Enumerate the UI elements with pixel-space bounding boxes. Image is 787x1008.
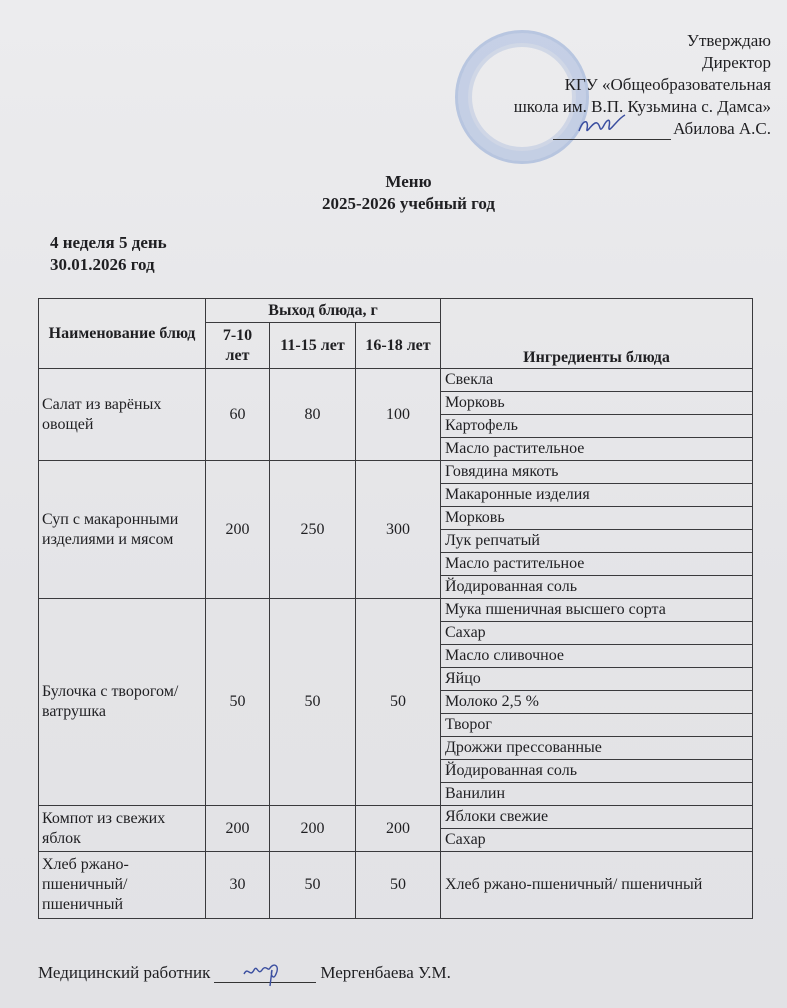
output-11-15: 200 <box>270 806 356 852</box>
header-age-7-10: 7-10 лет <box>206 323 270 369</box>
ingredient: Масло сливочное <box>441 645 753 668</box>
ingredient: Молоко 2,5 % <box>441 691 753 714</box>
output-11-15: 250 <box>270 461 356 599</box>
director-signature-icon <box>575 113 635 139</box>
output-16-18: 100 <box>356 369 441 461</box>
approval-signer: Абилова А.С. <box>673 119 771 138</box>
ingredient: Лук репчатый <box>441 530 753 553</box>
ingredient: Яйцо <box>441 668 753 691</box>
ingredient: Говядина мякоть <box>441 461 753 484</box>
footer-signature <box>38 963 451 983</box>
approval-line-1: Утверждаю <box>686 31 771 50</box>
ingredient: Яблоки свежие <box>441 806 753 829</box>
approval-signer-row <box>514 118 771 140</box>
medic-signature-line <box>214 964 316 983</box>
ingredient: Йодированная соль <box>441 576 753 599</box>
ingredient: Масло растительное <box>441 553 753 576</box>
table-row <box>39 806 753 829</box>
ingredient: Йодированная соль <box>441 760 753 783</box>
output-7-10: 50 <box>206 599 270 806</box>
menu-table <box>38 298 753 919</box>
output-7-10: 60 <box>206 369 270 461</box>
title-line-1: Меню <box>385 172 432 191</box>
ingredient: Сахар <box>441 829 753 852</box>
dish-name: Хлеб ржано-пшеничный/ пшеничный <box>39 852 206 919</box>
director-signature-line <box>553 121 671 140</box>
table-row <box>39 852 753 919</box>
output-16-18: 300 <box>356 461 441 599</box>
header-dish-name: Наименование блюд <box>39 299 206 369</box>
output-7-10: 200 <box>206 461 270 599</box>
dish-name: Булочка с творогом/ ватрушка <box>39 599 206 806</box>
title-line-2: 2025-2026 учебный год <box>321 194 496 213</box>
footer-role: Медицинский работник <box>38 963 211 982</box>
ingredient: Свекла <box>441 369 753 392</box>
ingredient: Ванилин <box>441 783 753 806</box>
approval-line-2: Директор <box>702 53 771 72</box>
ingredient: Дрожжи прессованные <box>441 737 753 760</box>
approval-line-3: КГУ «Общеобразовательная <box>564 75 771 94</box>
ingredient: Морковь <box>441 392 753 415</box>
date-block <box>50 232 167 276</box>
medic-signature-icon <box>240 958 290 988</box>
ingredient: Макаронные изделия <box>441 484 753 507</box>
ingredient: Сахар <box>441 622 753 645</box>
ingredient: Картофель <box>441 415 753 438</box>
output-11-15: 50 <box>270 852 356 919</box>
output-16-18: 50 <box>356 852 441 919</box>
dish-name: Суп с макаронными изделиями и мясом <box>39 461 206 599</box>
output-7-10: 200 <box>206 806 270 852</box>
table-row <box>39 599 753 622</box>
table-row <box>39 369 753 392</box>
header-output: Выход блюда, г <box>206 299 441 323</box>
ingredient: Творог <box>441 714 753 737</box>
output-11-15: 80 <box>270 369 356 461</box>
ingredient: Хлеб ржано-пшеничный/ пшеничный <box>441 852 753 919</box>
ingredient: Масло растительное <box>441 438 753 461</box>
output-11-15: 50 <box>270 599 356 806</box>
header-age-16-18: 16-18 лет <box>356 323 441 369</box>
week-day: 4 неделя 5 день <box>50 233 167 252</box>
dish-name: Салат из варёных овощей <box>39 369 206 461</box>
ingredient: Морковь <box>441 507 753 530</box>
header-age-11-15: 11-15 лет <box>270 323 356 369</box>
document-title <box>0 171 787 215</box>
ingredient: Мука пшеничная высшего сорта <box>441 599 753 622</box>
output-16-18: 200 <box>356 806 441 852</box>
footer-name: Мергенбаева У.М. <box>320 963 451 982</box>
menu-body <box>39 369 753 919</box>
output-7-10: 30 <box>206 852 270 919</box>
approval-block <box>514 30 771 140</box>
approval-line-4: школа им. В.П. Кузьмина с. Дамса» <box>513 97 771 116</box>
dish-name: Компот из свежих яблок <box>39 806 206 852</box>
header-ingredients: Ингредиенты блюда <box>441 299 753 369</box>
output-16-18: 50 <box>356 599 441 806</box>
menu-date: 30.01.2026 год <box>50 255 155 274</box>
table-row <box>39 461 753 484</box>
